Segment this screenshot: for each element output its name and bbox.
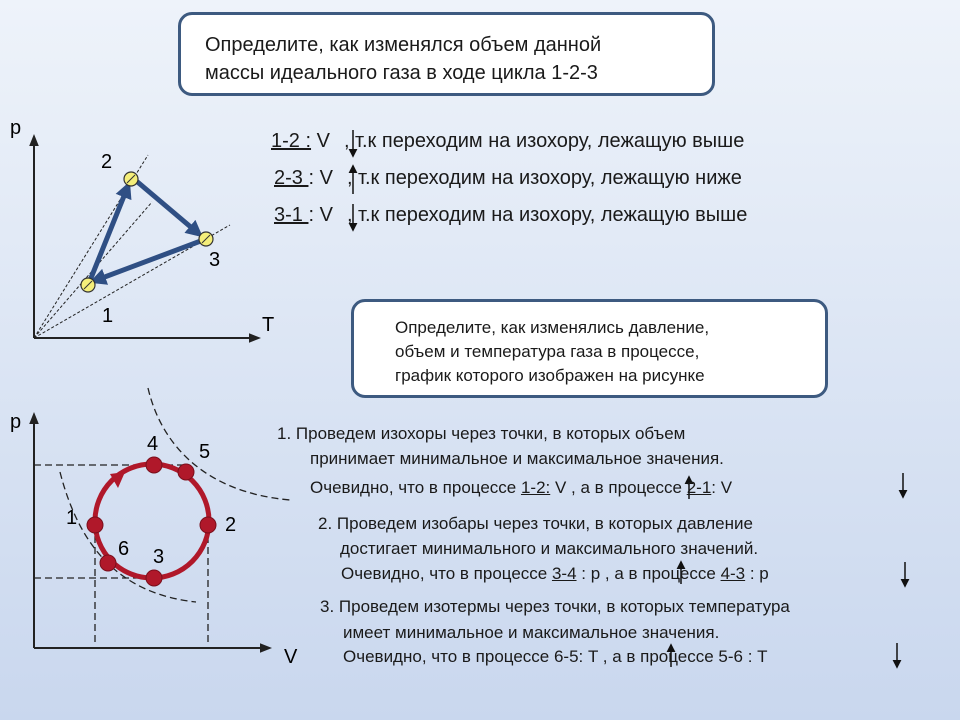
step2-l3c: : p , а в процессе	[576, 564, 721, 583]
reason-3-1	[274, 204, 747, 227]
reason-3-1-text: , т.к переходим на изохору, лежащую выше	[346, 204, 748, 226]
cycle-point-4	[146, 457, 162, 473]
reason-1-2	[271, 130, 744, 153]
graph2-label-2: 2	[225, 514, 237, 536]
process-arrow-2-3	[134, 179, 199, 234]
graph2-label-1: 1	[66, 507, 78, 529]
cycle-point-1	[87, 517, 103, 533]
graph2-label-6: 6	[118, 538, 130, 560]
step1-line-1: 1. Проведем изохоры через точки, в которых объем	[277, 424, 686, 443]
task1-line-1: Определите, как изменялся объем данной	[205, 34, 602, 56]
cycle-point-2	[200, 517, 216, 533]
reason-2-3	[274, 167, 742, 190]
task2-line-1: Определите, как изменялись давление,	[395, 318, 710, 337]
reason-2-3-seg: 2-3	[274, 167, 309, 189]
graph2-label-5: 5	[199, 441, 211, 463]
reason-3-1-var: V	[319, 204, 333, 226]
task2-line-2: объем и температура газа в процессе,	[395, 342, 700, 361]
step1-l3d: 2-1	[686, 478, 712, 497]
graph1-axis-T: T	[262, 314, 275, 336]
step2-l3d: 4-3	[720, 564, 746, 583]
task2-line-3: график которого изображен на рисунке	[395, 366, 705, 385]
process-arrow-3-1	[94, 239, 206, 281]
step2-line-3	[341, 564, 769, 584]
step1-l3e: : V	[711, 478, 733, 497]
graph2-label-3: 3	[153, 546, 165, 568]
graph1-label-1: 1	[102, 305, 114, 327]
step2-l3b: 3-4	[551, 564, 577, 583]
step3-line-2: имеет минимальное и максимальное значения.	[343, 623, 720, 642]
reason-2-3-text: , т.к переходим на изохору, лежащую ниже	[346, 167, 742, 189]
reason-3-1-seg: 3-1	[274, 204, 309, 226]
cycle-point-6	[100, 555, 116, 571]
step1-l3c: V , а в процессе	[550, 478, 687, 497]
reason-1-2-var: V	[316, 130, 330, 152]
graph2-label-4: 4	[147, 433, 159, 455]
task1-line-2: массы идеального газа в ходе цикла 1-2-3	[205, 62, 598, 84]
step2-line-2: достигает минимального и максимального значений.	[340, 539, 759, 558]
reason-2-3-colon: :	[308, 167, 315, 189]
graph1-axis-p: p	[10, 117, 22, 139]
graph-1	[10, 117, 274, 338]
graph2-axis-p: p	[10, 411, 22, 433]
graph1-label-3: 3	[209, 249, 221, 271]
step2-l3a: Очевидно, что в процессе	[341, 564, 552, 583]
step1-l3b: 1-2:	[520, 478, 551, 497]
step2-l3e: : p	[745, 564, 769, 583]
reason-1-2-seg: 1-2 :	[271, 130, 312, 152]
graph-2	[10, 388, 298, 668]
step3-line-1: 3. Проведем изотермы через точки, в которых температура	[320, 597, 790, 616]
isotherm-lower	[60, 472, 196, 602]
reason-3-1-colon: :	[308, 204, 315, 226]
reason-1-2-text: , т.к переходим на изохору, лежащую выше	[343, 130, 745, 152]
graph1-label-2: 2	[101, 151, 113, 173]
step1-line-3	[310, 478, 732, 498]
step1-line-2: принимает минимальное и максимальное значения.	[310, 449, 724, 468]
cycle-point-3	[146, 570, 162, 586]
step3-line-3: Очевидно, что в процессе 6-5: T , а в процессе 5-6 : T	[343, 647, 768, 666]
step2-line-1: 2. Проведем изобары через точки, в которых давление	[318, 514, 753, 533]
graph2-axis-V: V	[284, 646, 298, 668]
reason-2-3-var: V	[319, 167, 333, 189]
step1-l3a: Очевидно, что в процессе	[310, 478, 521, 497]
isotherm-upper	[148, 388, 290, 500]
cycle-point-5	[178, 464, 194, 480]
